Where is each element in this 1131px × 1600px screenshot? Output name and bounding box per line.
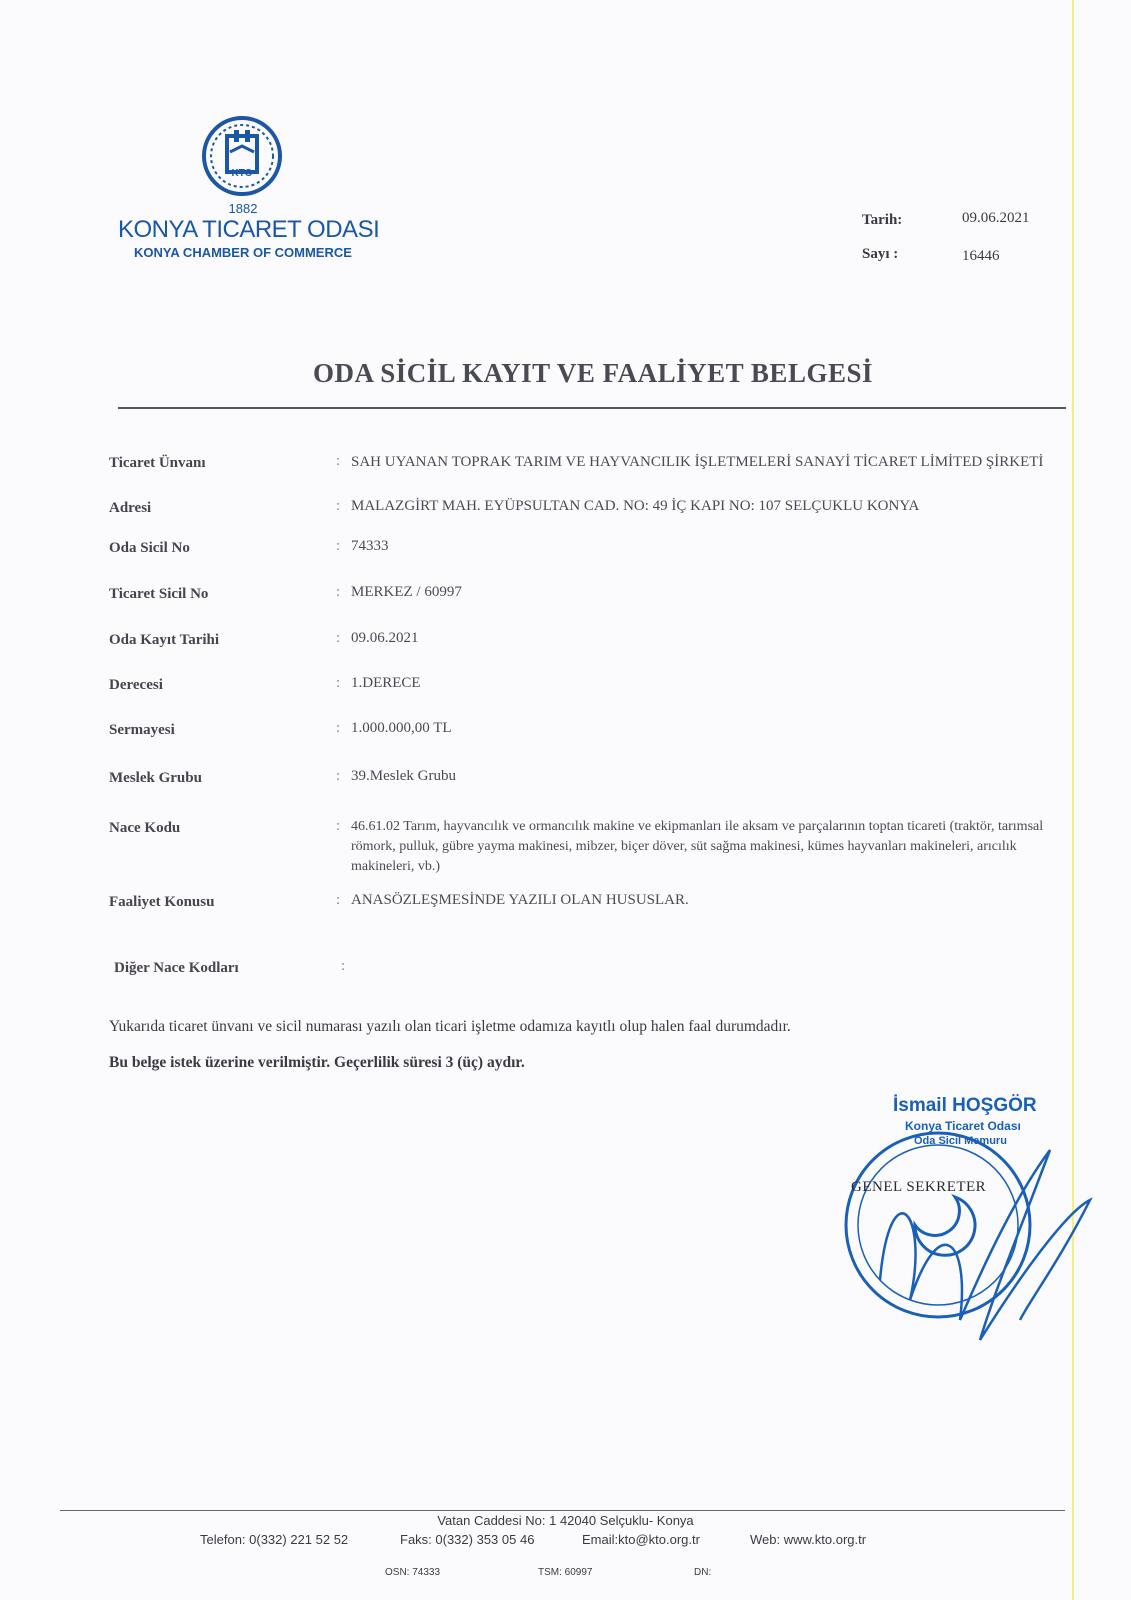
logo-year: 1882 — [228, 201, 258, 216]
field-value-chamber-reg-no: 74333 — [351, 538, 389, 554]
field-label-nace-code: Nace Kodu — [109, 820, 181, 836]
logo-org-name: KONYA TICARET ODASI — [118, 216, 380, 243]
footer-fax: Faks: 0(332) 353 05 46 — [400, 1532, 535, 1547]
field-label-reg-date: Oda Kayıt Tarihi — [109, 632, 220, 648]
field-label-trade-name: Ticaret Ünvanı — [109, 455, 206, 471]
footer-tsm: TSM: 60997 — [538, 1567, 593, 1578]
field-value-degree: 1.DERECE — [351, 675, 421, 691]
footer-address: Vatan Caddesi No: 1 42040 Selçuklu- Konya — [437, 1513, 694, 1528]
field-colon: : — [341, 958, 346, 974]
field-colon: : — [336, 892, 341, 908]
number-label: Sayı : — [862, 246, 899, 262]
field-label-activity: Faaliyet Konusu — [109, 894, 215, 910]
footer-phone: Telefon: 0(332) 221 52 52 — [200, 1532, 349, 1547]
document-title: ODA SİCİL KAYIT VE FAALİYET BELGESİ — [313, 358, 873, 388]
footer-web: Web: www.kto.org.tr — [750, 1532, 867, 1547]
field-label-capital: Sermayesi — [109, 722, 175, 738]
footer-dn: DN: — [694, 1567, 712, 1578]
footer-divider — [60, 1510, 1065, 1511]
field-colon: : — [336, 720, 341, 736]
date-value: 09.06.2021 — [962, 210, 1030, 226]
validity-notice: Bu belge istek üzerine verilmiştir. Geçerlilik süresi 3 (üç) aydır. — [109, 1054, 525, 1071]
stamp-org: Konya Ticaret Odası — [905, 1119, 1021, 1133]
field-value-address: MALAZGİRT MAH. EYÜPSULTAN CAD. NO: 49 İÇ KAPI NO: 107 SELÇUKLU KONYA — [351, 498, 920, 514]
field-label-degree: Derecesi — [109, 677, 163, 693]
field-label-address: Adresi — [109, 500, 152, 516]
field-value-activity: ANASÖZLEŞMESİNDE YAZILI OLAN HUSUSLAR. — [351, 892, 689, 908]
field-value-capital: 1.000.000,00 TL — [351, 720, 452, 736]
field-value-profession-group: 39.Meslek Grubu — [351, 768, 456, 784]
number-value: 16446 — [962, 248, 1000, 264]
field-label-other-nace: Diğer Nace Kodları — [114, 960, 239, 976]
field-value-reg-date: 09.06.2021 — [351, 630, 419, 646]
field-value-trade-reg-no: MERKEZ / 60997 — [351, 584, 462, 600]
date-label: Tarih: — [862, 212, 903, 228]
secretary-title: GENEL SEKRETER — [851, 1179, 987, 1195]
field-value-nace-code: 46.61.02 Tarım, hayvancılık ve ormancılık makine ve ekipmanları ile aksam ve parçalarının toptan ticareti (traktör, tarımsal römork, pulluk, gübre yayma makinesi, mibzer, biçer döver, süt sağma makinesi, kümes hayvanları makineleri, arıcılık makineleri, vb.) — [351, 819, 1044, 874]
svg-text:KTO: KTO — [231, 168, 253, 179]
field-label-chamber-reg-no: Oda Sicil No — [109, 540, 190, 556]
field-colon: : — [336, 768, 341, 784]
title-divider — [118, 407, 1066, 409]
field-label-trade-reg-no: Ticaret Sicil No — [109, 586, 209, 602]
footer-osn: OSN: 74333 — [385, 1567, 441, 1578]
field-colon: : — [336, 630, 341, 646]
field-colon: : — [336, 675, 341, 691]
field-label-profession-group: Meslek Grubu — [109, 770, 202, 786]
logo-org-name-en: KONYA CHAMBER OF COMMERCE — [134, 245, 352, 260]
footer-email: Email:kto@kto.org.tr — [582, 1532, 700, 1547]
field-value-trade-name: SAH UYANAN TOPRAK TARIM VE HAYVANCILIK İŞLETMELERİ SANAYİ TİCARET LİMİTED ŞİRKETİ — [351, 454, 1044, 470]
field-colon: : — [336, 584, 341, 600]
field-colon: : — [336, 453, 341, 469]
stamp-name: İsmail HOŞGÖR — [893, 1095, 1037, 1116]
stamp-role: Oda Sicil Memuru — [914, 1135, 1007, 1147]
kto-emblem-icon — [194, 112, 290, 208]
field-colon: : — [336, 538, 341, 554]
scan-edge-line — [1072, 0, 1074, 1600]
status-statement: Yukarıda ticaret ünvanı ve sicil numarası yazılı olan ticari işletme odamıza kayıtlı olup halen faal durumdadır. — [109, 1018, 791, 1035]
field-colon: : — [336, 498, 341, 514]
field-colon: : — [336, 818, 341, 834]
